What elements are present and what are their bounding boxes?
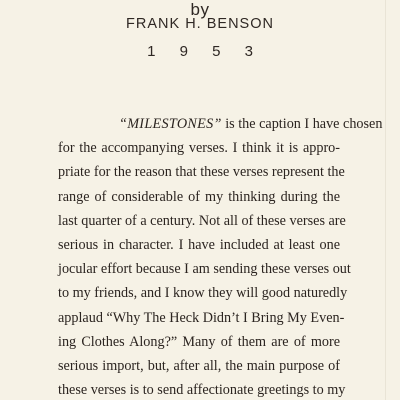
text-line [58, 112, 383, 136]
text-line: priate for the reason that these verses represent the [58, 164, 345, 181]
text-line: to my friends, and I know they will good naturedly [58, 285, 348, 302]
text-line: range of considerable of my thinking during the [58, 188, 340, 205]
text-line: last quarter of a century. Not all of these verses are [58, 212, 346, 229]
author-name: FRANK H. BENSON [126, 16, 274, 32]
byline-by: by [190, 0, 210, 19]
milestones-title: “MILESTONES” [119, 116, 222, 132]
text-line: for the accompanying verses. I think it is appro- [58, 140, 340, 157]
text-line-rest: is the caption I have chosen [221, 116, 383, 132]
text-line: serious import, but, after all, the main purpose of [58, 357, 340, 374]
text-line: applaud “Why The Heck Didn’t I Bring My Even- [58, 309, 345, 326]
body-text [58, 112, 383, 400]
text-line: these verses is to send affectionate greetings to my [58, 382, 346, 399]
publication-year: 1 9 5 3 [147, 43, 263, 60]
text-line: serious in character. I have included at least one [58, 236, 340, 253]
page-edge [385, 0, 386, 400]
text-line: ing Clothes Along?” Many of them are of more [58, 333, 340, 350]
text-line: jocular effort because I am sending these verses out [58, 261, 351, 278]
